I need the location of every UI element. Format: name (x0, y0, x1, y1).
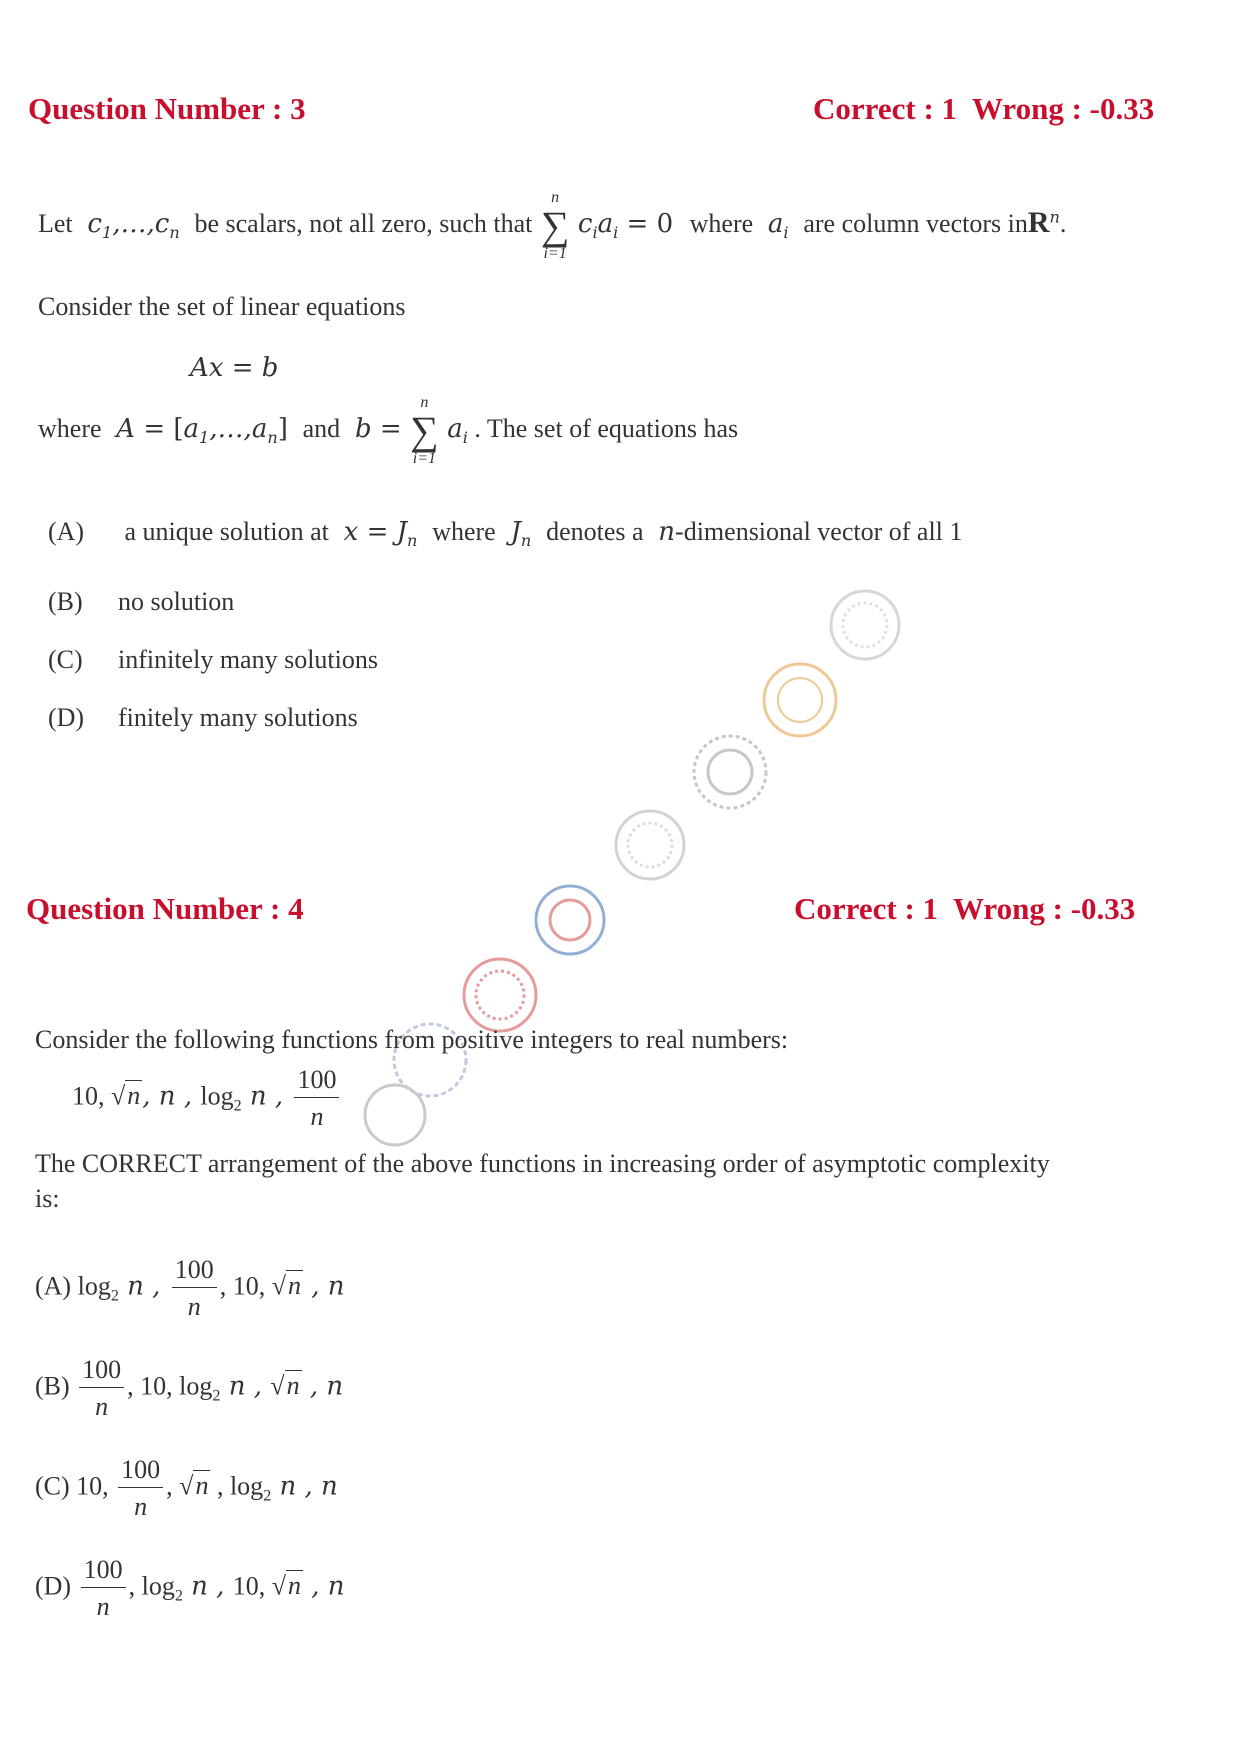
q3-line1: Let $c_1,\dots,c_n$ be scalars, not all zero, such that n ∑ i=1 $c_ia_i = 0$ where $a_i$ are column vectors inR$^n$. (38, 189, 1067, 262)
watermark-logo-6 (464, 959, 536, 1031)
q4-correct-text: The CORRECT arrangement of the above functions in increasing order of asymptotic complexity (35, 1149, 1050, 1178)
q3-option-c: (C) infinitely many solutions (48, 645, 378, 674)
watermark-logo-1 (831, 591, 899, 659)
q3-consider: Consider the set of linear equations (38, 292, 406, 321)
q4-option-a: (A) $\log_2 n$ , $\frac{100}{n}$ , 10, √n , n (35, 1255, 345, 1321)
q4-marks: Correct : 1 Wrong : -0.33 (794, 891, 1136, 926)
watermark-logo-2 (764, 664, 836, 736)
watermark-logo-4 (616, 811, 684, 879)
q3-line-where: where $A = [a_1,\dots,a_n]$ and b = n ∑ i=1 $a_i$ . The set of equations has (38, 394, 739, 467)
q4-consider: Consider the following functions from positive integers to real numbers: (35, 1025, 789, 1054)
q3-sum-symbol: n ∑ i=1 (540, 189, 570, 262)
q3-sum-symbol-2: n ∑ i=1 (410, 394, 439, 467)
q4-option-d: (D) $\frac{100}{n}$ , $\log_2 n$ , 10, √n , n (35, 1555, 345, 1621)
q3-equation: Ax = b (190, 353, 279, 383)
q4-option-c: (C) 10, $\frac{100}{n}$ , √n , $\log_2 n$ , n (35, 1455, 338, 1521)
q3-heading: Question Number : 3 (28, 91, 306, 126)
watermark-logo-3 (694, 736, 766, 808)
q4-heading: Question Number : 4 (26, 891, 304, 926)
q3-math-scalars: $c_1,\dots,c_n$ (79, 208, 180, 243)
q3-option-d: (D) finitely many solutions (48, 703, 358, 732)
q4-option-b: (B) $\frac{100}{n}$ , 10, $\log_2 n$ , √n , n (35, 1355, 344, 1421)
watermark-logo-8 (365, 1085, 425, 1145)
q4-function-list: 10, √n, n , $\log_2 n$ , $\frac{100}{n}$ (72, 1065, 342, 1132)
q3-marks: Correct : 1 Wrong : -0.33 (813, 91, 1155, 126)
q3-option-b: (B) no solution (48, 587, 235, 616)
watermark-logo-5 (536, 886, 604, 954)
q4-is: is: (35, 1184, 60, 1213)
q3-option-a: (A) a unique solution at $x = J_n$ where $J_n$ denotes a n-dimensional vector of all 1 (48, 517, 963, 551)
